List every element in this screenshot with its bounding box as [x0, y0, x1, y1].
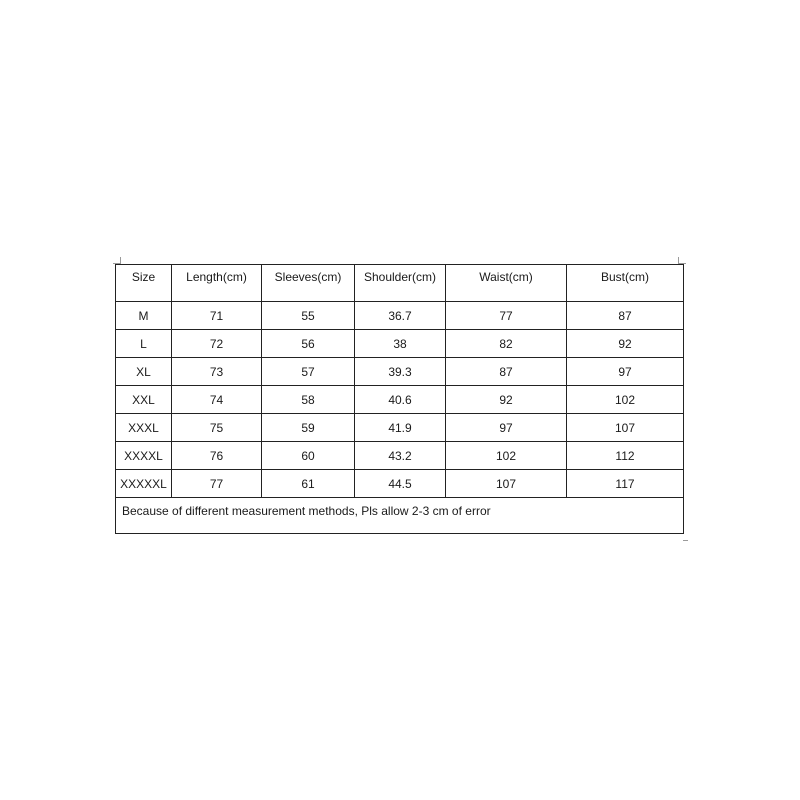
- cell-shoulder: 40.6: [355, 386, 446, 414]
- cell-waist: 107: [446, 470, 567, 498]
- header-length: Length(cm): [172, 265, 262, 302]
- table-row: [116, 414, 684, 442]
- table-row: [116, 470, 684, 498]
- cell-waist: 82: [446, 330, 567, 358]
- cell-bust: 92: [567, 330, 684, 358]
- header-size: Size: [116, 265, 172, 302]
- cell-sleeves: 61: [262, 470, 355, 498]
- table-row: [116, 302, 684, 330]
- table-row: [116, 386, 684, 414]
- cell-length: 76: [172, 442, 262, 470]
- header-row: [116, 265, 684, 302]
- cell-bust: 112: [567, 442, 684, 470]
- table-row: [116, 330, 684, 358]
- cell-length: 75: [172, 414, 262, 442]
- table-row: [116, 358, 684, 386]
- cell-bust: 97: [567, 358, 684, 386]
- cell-bust: 107: [567, 414, 684, 442]
- cell-shoulder: 41.9: [355, 414, 446, 442]
- cell-waist: 92: [446, 386, 567, 414]
- cell-bust: 102: [567, 386, 684, 414]
- cell-length: 73: [172, 358, 262, 386]
- cell-shoulder: 43.2: [355, 442, 446, 470]
- cell-size: M: [116, 302, 172, 330]
- crop-mark-top-left-vertical: [120, 257, 121, 264]
- cell-size: XXXXXL: [116, 470, 172, 498]
- cell-length: 74: [172, 386, 262, 414]
- cell-waist: 87: [446, 358, 567, 386]
- cell-shoulder: 39.3: [355, 358, 446, 386]
- cell-shoulder: 36.7: [355, 302, 446, 330]
- cell-sleeves: 57: [262, 358, 355, 386]
- cell-length: 72: [172, 330, 262, 358]
- note-row: [116, 498, 684, 534]
- crop-mark-bottom-right-horizontal: [683, 540, 688, 541]
- cell-waist: 102: [446, 442, 567, 470]
- cell-shoulder: 38: [355, 330, 446, 358]
- cell-size: XL: [116, 358, 172, 386]
- cell-shoulder: 44.5: [355, 470, 446, 498]
- cell-sleeves: 60: [262, 442, 355, 470]
- cell-length: 77: [172, 470, 262, 498]
- header-bust: Bust(cm): [567, 265, 684, 302]
- cell-size: XXXXL: [116, 442, 172, 470]
- cell-size: XXL: [116, 386, 172, 414]
- cell-waist: 97: [446, 414, 567, 442]
- cell-sleeves: 59: [262, 414, 355, 442]
- cell-size: XXXL: [116, 414, 172, 442]
- cell-sleeves: 58: [262, 386, 355, 414]
- cell-bust: 117: [567, 470, 684, 498]
- header-sleeves: Sleeves(cm): [262, 265, 355, 302]
- cell-size: L: [116, 330, 172, 358]
- header-shoulder: Shoulder(cm): [355, 265, 446, 302]
- cell-bust: 87: [567, 302, 684, 330]
- header-waist: Waist(cm): [446, 265, 567, 302]
- size-chart-table: [115, 264, 684, 534]
- table-row: [116, 442, 684, 470]
- cell-sleeves: 56: [262, 330, 355, 358]
- cell-sleeves: 55: [262, 302, 355, 330]
- cell-length: 71: [172, 302, 262, 330]
- cell-waist: 77: [446, 302, 567, 330]
- measurement-note: Because of different measurement methods, Pls allow 2-3 cm of error: [116, 498, 684, 534]
